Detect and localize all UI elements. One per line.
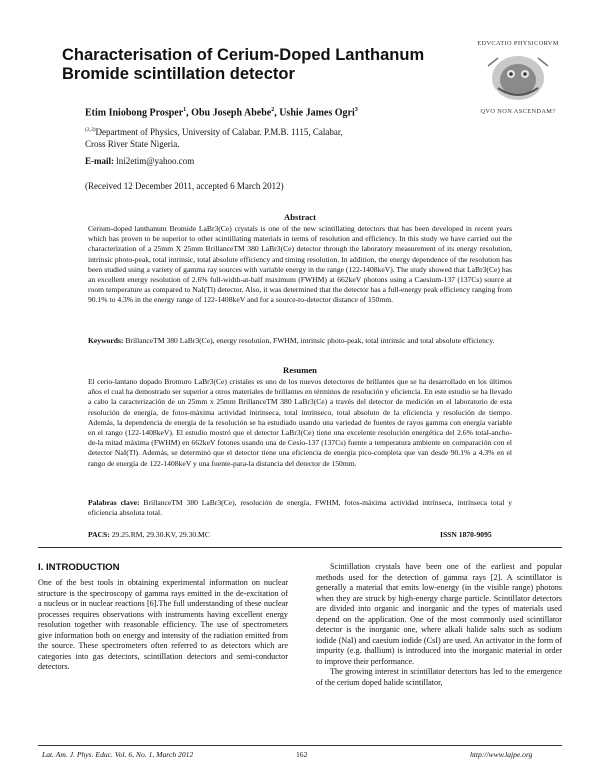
palabras-text: BrillanceTM 380 LaBr3(Ce), resolución de energía, FWHM, fotos-máxima actividad intrínseca, intrínseca total y eficiencia absoluta total. xyxy=(88,498,512,518)
email-link[interactable]: lni2etim@yahoo.com xyxy=(116,156,195,166)
affiliation xyxy=(85,125,405,150)
author-2-sup: 2 xyxy=(271,107,275,113)
intro-column-1: One of the best tools in obtaining experimental information on nuclear structure is the spectroscopy of gamma rays emitted in the de-excitation of a nucleus or in nuclear reactions [6].The full understanding of these nuclear processes requires observations with instruments having excellent energy resolution together with reasonable efficiency. The use of spectrometers give information both on energy and intensity of the radiation emitted from the source. These spectrometers often referred to as detectors which are categories into gas detectors, scintillation detectors and semi-conductor detectors. xyxy=(38,578,288,671)
affiliation-sup: (2,3) xyxy=(85,127,96,133)
seal-bottom-text: QVO NON ASCENDAM? xyxy=(480,108,556,115)
author-3: Ushie James Ogri xyxy=(279,107,355,119)
author-1: Etim Iniobong Prosper xyxy=(85,107,184,119)
author-3-sup: 3 xyxy=(354,107,358,113)
journal-seal xyxy=(458,38,578,118)
footer-divider xyxy=(38,745,562,746)
owl-emblem-icon xyxy=(458,38,578,118)
affiliation-line-1: Department of Physics, University of Calabar. P.M.B. 1115, Calabar, xyxy=(95,127,343,137)
keywords xyxy=(88,336,512,346)
title-line-1: Characterisation of Cerium-Doped Lanthanum xyxy=(62,46,425,64)
intro-col2-paragraph-2: The growing interest in scintillator detectors has led to the emergence of the cerium doped halide scintillator, xyxy=(316,667,562,687)
resumen-heading: Resumen xyxy=(283,365,317,375)
affiliation-line-2: Cross River State Nigeria. xyxy=(85,138,180,149)
pacs-label: PACS: xyxy=(88,530,110,539)
abstract-text: Cerium-doped lanthanum Bromide LaBr3(Ce) crystals is one of the new scintillating detectors that has been developed in recent years which has proven to be superior to other scintillating materials in terms of resolution and efficiency. In this study we have carried out the characterization of a 25mm X 25mm BrillanceTM 380 LaBr3(Ce) detector through the laboratory measurement of its energy resolution, intrinsic photo-peak, total intrinsic, total absolute efficiency and timing resolution. In addition, the energy dependence of the resolution has been studied using a variety of gamma ray sources with variable energy in the range (122-1408keV). The study showed that LaBr3(Ce) has an excellent energy resolution of 2.6% full-width-at-half maximum (FWHM) at 662keV photons using a Caesium-137 (137Cs) source at room temperature as compared to NaI(Tl) detector. Also, it was determined that the detector has a full-energy peak efficiency ranging from 90.1% to 4.3% in the energy range of 122-1408keV and for a source-to-detector distance of 150mm. xyxy=(88,224,512,305)
pacs-value: 29.25.RM, 29.30.KV, 29.30.MC xyxy=(111,530,210,539)
issn: ISSN 1870-9095 xyxy=(440,530,492,539)
pacs-line xyxy=(88,530,210,540)
abstract-heading: Abstract xyxy=(284,212,316,222)
resumen-text: El cerio-lantano dopado Bromuro LaBr3(Ce) cristales es uno de los nuevos detectores de brillantes que se ha desarrollado en los últimos años el cual ha demostrado ser superior a otros materiales de brillantes en términos de resolución y eficiencia. En este estudio se ha llevado a cabo la caracterización de un 25mm x 25mm BrillanceTM 380 LaBr3(Ce) a través del detector de medición en el laboratorio de esta resolución de energía, de fotos-máxima actividad intrínseca, total intrínseco, total absoluto de la eficiencia y resolución de tiempo. Además, la dependencia de energía de la resolución se ha estudiado usando una variedad de fuentes de rayos gamma con energía variable en el rango (122-1408keV). El estudio mostró que el detector LaBr3(Ce) tiene una excelente resolución energética del 2.6% total-ancho-de-la mitad máxima (FWHM) en 662keV fotones usando una de Cesio-137 (137Cs) fuente a temperatura ambiente en comparación con el detector NaI(Tl). Además, se determinó que el detector tiene una eficiencia de energía pico-completa que van desde 90.1% a 4.3% en el rango de energía de 122-1408keV y una fuente-para-la distancia del detector de 150mm. xyxy=(88,377,512,468)
palabras-label: Palabras clave: xyxy=(88,498,140,507)
title-line-2: Bromide scintillation detector xyxy=(62,65,295,83)
paper-title xyxy=(62,46,452,84)
author-1-sup: 1 xyxy=(183,107,187,113)
keywords-label: Keywords: xyxy=(88,336,124,345)
footer-journal: Lat. Am. J. Phys. Educ. Vol. 6, No. 1, March 2012 xyxy=(42,750,194,759)
footer-url[interactable]: http://www.lajpe.org xyxy=(470,750,533,759)
received-dates: (Received 12 December 2011, accepted 6 March 2012) xyxy=(85,181,284,191)
author-list: Etim Iniobong Prosper$^1$, Obu Joseph Abebe$^2$, Ushie James Ogri$^3$ xyxy=(85,107,358,119)
email-label: E-mail: xyxy=(85,156,114,166)
introduction-heading: I. INTRODUCTION xyxy=(38,562,120,573)
keywords-text: BrillanceTM 380 LaBr3(Ce), energy resolution, FWHM, intrinsic photo-peak, total intrinsic and total absolute efficiency. xyxy=(125,336,495,345)
email-line xyxy=(85,156,194,166)
intro-column-2 xyxy=(316,562,562,688)
seal-top-text: EDVCATIO PHYSICORVM xyxy=(477,40,559,47)
palabras-clave xyxy=(88,498,512,518)
intro-col2-paragraph-1: Scintillation crystals have been one of the earliest and popular methods used for the detection of gamma rays [2]. A scintillator is generally a material that emits low-energy (in the visible range) photons when they are struck by high-energy charge particle. Scintillator detectors are divided into organic and inorganic and the types of materials used depend on the application. One of the most commonly used scintillator detector is the inorganic one, where alkali halide salts such as sodium iodide (NaI) and caesium iodide (CsI) are used. An activator in the form of impurity (e.g. thallium) is introduced into the inorganic material in order to improve their performance. xyxy=(316,562,562,666)
section-divider xyxy=(38,547,562,548)
footer-page-number: 162 xyxy=(296,750,308,759)
author-2: Obu Joseph Abebe xyxy=(191,107,272,119)
